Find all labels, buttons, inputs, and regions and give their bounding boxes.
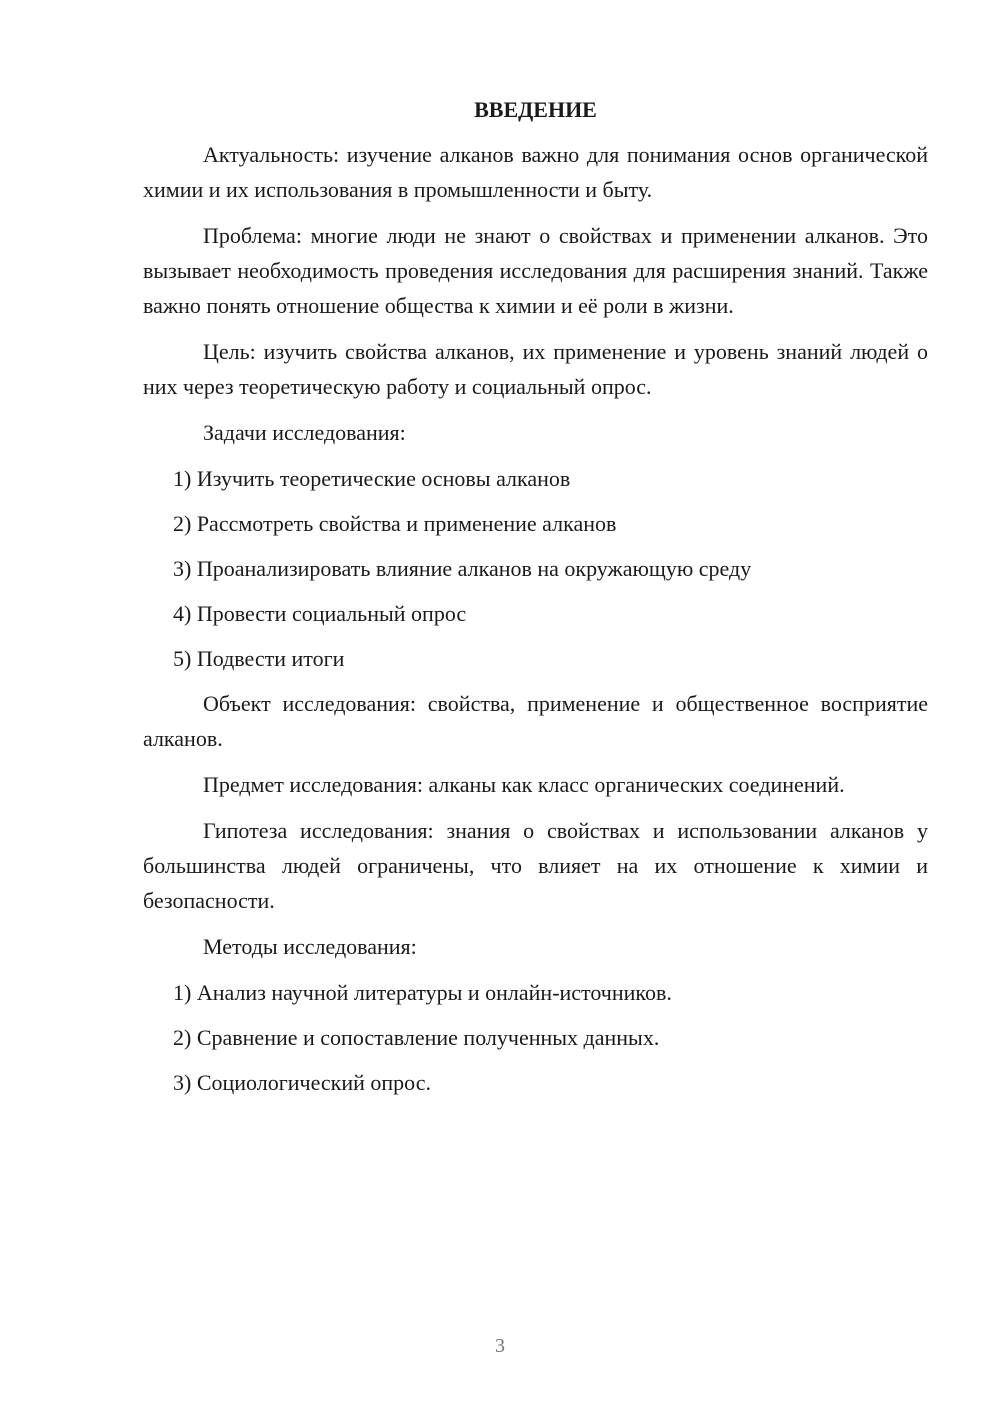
list-item: 1) Изучить теоретические основы алканов (173, 466, 571, 491)
paragraph-goal: Цель: изучить свойства алканов, их применение и уровень знаний людей о них через теоретическую работу и социальный опрос. (143, 339, 928, 399)
list-item: 5) Подвести итоги (173, 646, 345, 671)
page-content (143, 92, 928, 1110)
list-item: 3) Социологический опрос. (173, 1070, 431, 1095)
tasks-list (143, 461, 928, 676)
list-item: 3) Проанализировать влияние алканов на окружающую среду (173, 556, 752, 581)
page-number: 3 (495, 1335, 505, 1357)
list-item: 2) Рассмотреть свойства и применение алканов (173, 511, 617, 536)
paragraph-hypothesis: Гипотеза исследования: знания о свойствах и использовании алканов у большинства людей ограничены, что влияет на их отношение к химии и безопасности. (143, 818, 928, 913)
paragraph-problem: Проблема: многие люди не знают о свойствах и применении алканов. Это вызывает необходимость проведения исследования для расширения знаний. Также важно понять отношение общества к химии и её роли в жизни. (143, 223, 928, 318)
paragraph-relevance: Актуальность: изучение алканов важно для понимания основ органической химии и их использования в промышленности и быту. (143, 142, 928, 202)
list-item: 2) Сравнение и сопоставление полученных данных. (173, 1025, 660, 1050)
paragraph-subject: Предмет исследования: алканы как класс органических соединений. (203, 772, 845, 797)
section-title: ВВЕДЕНИЕ (474, 97, 597, 122)
methods-list (143, 975, 928, 1100)
list-item: 1) Анализ научной литературы и онлайн-источников. (173, 980, 672, 1005)
list-item: 4) Провести социальный опрос (173, 601, 467, 626)
tasks-heading: Задачи исследования: (203, 420, 406, 445)
methods-heading: Методы исследования: (203, 934, 417, 959)
paragraph-object: Объект исследования: свойства, применение и общественное восприятие алканов. (143, 691, 928, 751)
